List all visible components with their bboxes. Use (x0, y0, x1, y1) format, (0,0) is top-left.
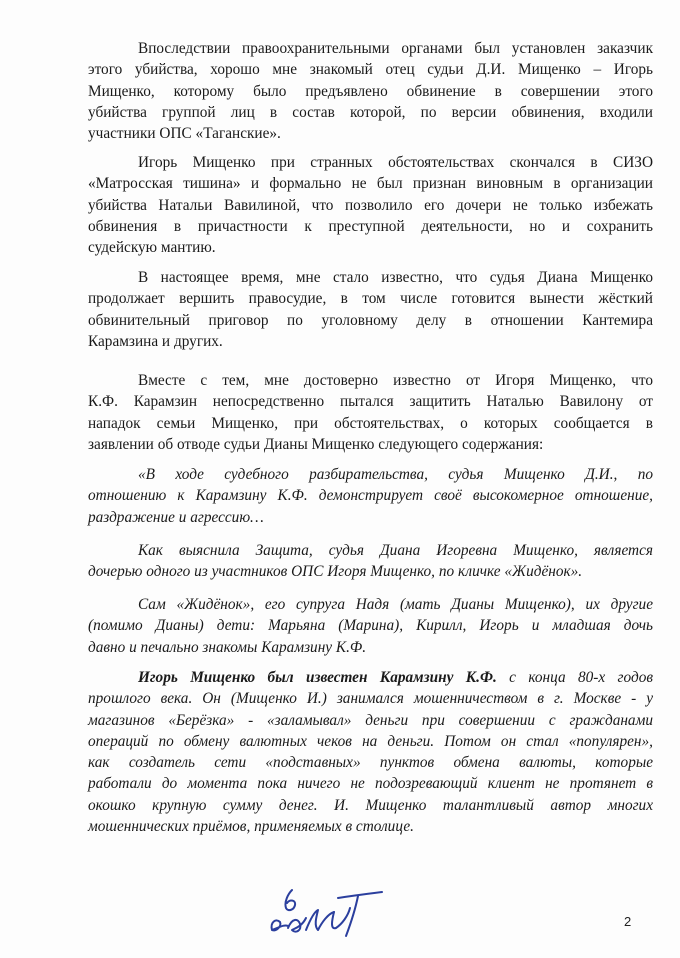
text-line: обвинительный приговор по уголовному делу в отношении Кантемира (88, 311, 653, 329)
text-line: Впоследствии правоохранительными органами был установлен заказчик (138, 40, 653, 57)
lead-rest: с конца 80-х годов (509, 669, 653, 686)
text-line: раздражение и агрессию… (88, 508, 264, 526)
text-line: В настоящее время, мне стало известно, что судья Диана Мищенко (138, 269, 653, 286)
text-line: продолжает вершить правосудие, в том числе готовится вынести жёсткий (88, 290, 653, 308)
text-line: отношению к Карамзину К.Ф. демонстрирует своё высокомерное отношение, (88, 487, 653, 505)
text-line: давно и печально знакомы Карамзину К.Ф. (88, 638, 367, 656)
paragraph-3 (88, 267, 653, 352)
text-line: обвинения в причастности к преступной деятельности, но и сохранить (88, 217, 653, 235)
text-line: прошлого века. Он (Мищенко И.) занимался мошенничеством в г. Москве - у (88, 690, 653, 708)
paragraph-1 (88, 38, 653, 144)
quote-paragraph-1 (88, 464, 653, 528)
text-line: работали до момента пока ничего не подозревающий клиент не протянет в (88, 775, 653, 793)
text-line: заявлении об отводе судьи Дианы Мищенко следующего содержания: (88, 435, 544, 453)
text-line: К.Ф. Карамзин непосредственно пытался защитить Наталью Вавилону от (88, 393, 653, 411)
bold-lead: Игорь Мищенко был известен Карамзину К.Ф. (138, 669, 497, 686)
text-line: нападок семьи Мищенко, при обстоятельствах, о которых сообщается в (88, 414, 653, 432)
text-line: убийства группой лиц в состав которой, по версии обвинения, входили (88, 103, 653, 121)
text-line: Карамзина и других. (88, 332, 223, 350)
text-line (88, 667, 653, 688)
quote-paragraph-2 (88, 540, 653, 583)
quote-paragraph-3 (88, 594, 653, 658)
text-line: Сам «Жидёнок», его супруга Надя (мать Дианы Мищенко), их другие (138, 596, 653, 613)
text-line: операций по обмену валютных чеков на деньги. Потом он стал «популярен», (88, 732, 653, 750)
paragraph-4 (88, 370, 653, 455)
text-line: Как выяснила Защита, судья Диана Игоревна Мищенко, является (138, 542, 653, 559)
text-line: убийства Натальи Вавилиной, что позволило его дочери не только избежать (88, 196, 653, 214)
text-line: «Матросская тишина» и формально не был признан виновным в организации (88, 175, 653, 193)
text-line: окошко крупную сумму денег. И. Мищенко талантливый автор многих (88, 796, 653, 814)
text-line: мошеннических приёмов, применяемых в столице. (88, 818, 414, 836)
signature (262, 878, 392, 948)
text-line: судейскую мантию. (88, 239, 216, 257)
quote-paragraph-4 (88, 667, 653, 837)
text-line: Игорь Мищенко при странных обстоятельствах скончался в СИЗО (138, 154, 653, 171)
text-line: «В ходе судебного разбирательства, судья Мищенко Д.И., по (138, 466, 653, 483)
text-line: этого убийства, хорошо мне знакомый отец судьи Д.И. Мищенко – Игорь (88, 61, 653, 79)
text-line: дочерью одного из участников ОПС Игоря Мищенко, по кличке «Жидёнок». (88, 563, 583, 581)
text-line: магазинов «Берёзка» - «заламывал» деньги при совершении с гражданами (88, 711, 653, 729)
text-line: Вместе с тем, мне достоверно известно от Игоря Мищенко, что (138, 372, 653, 389)
page-number: 2 (624, 914, 632, 929)
text-line: Мищенко, которому было предъявлено обвинение в совершении этого (88, 82, 653, 100)
text-line: участники ОПС «Таганские». (88, 125, 281, 143)
paragraph-2 (88, 152, 653, 258)
text-line: как создатель сети «подставных» пунктов обмена валюты, которые (88, 754, 653, 772)
text-line: (помимо Дианы) дети: Марьяна (Марина), Кирилл, Игорь и младшая дочь (88, 617, 653, 635)
